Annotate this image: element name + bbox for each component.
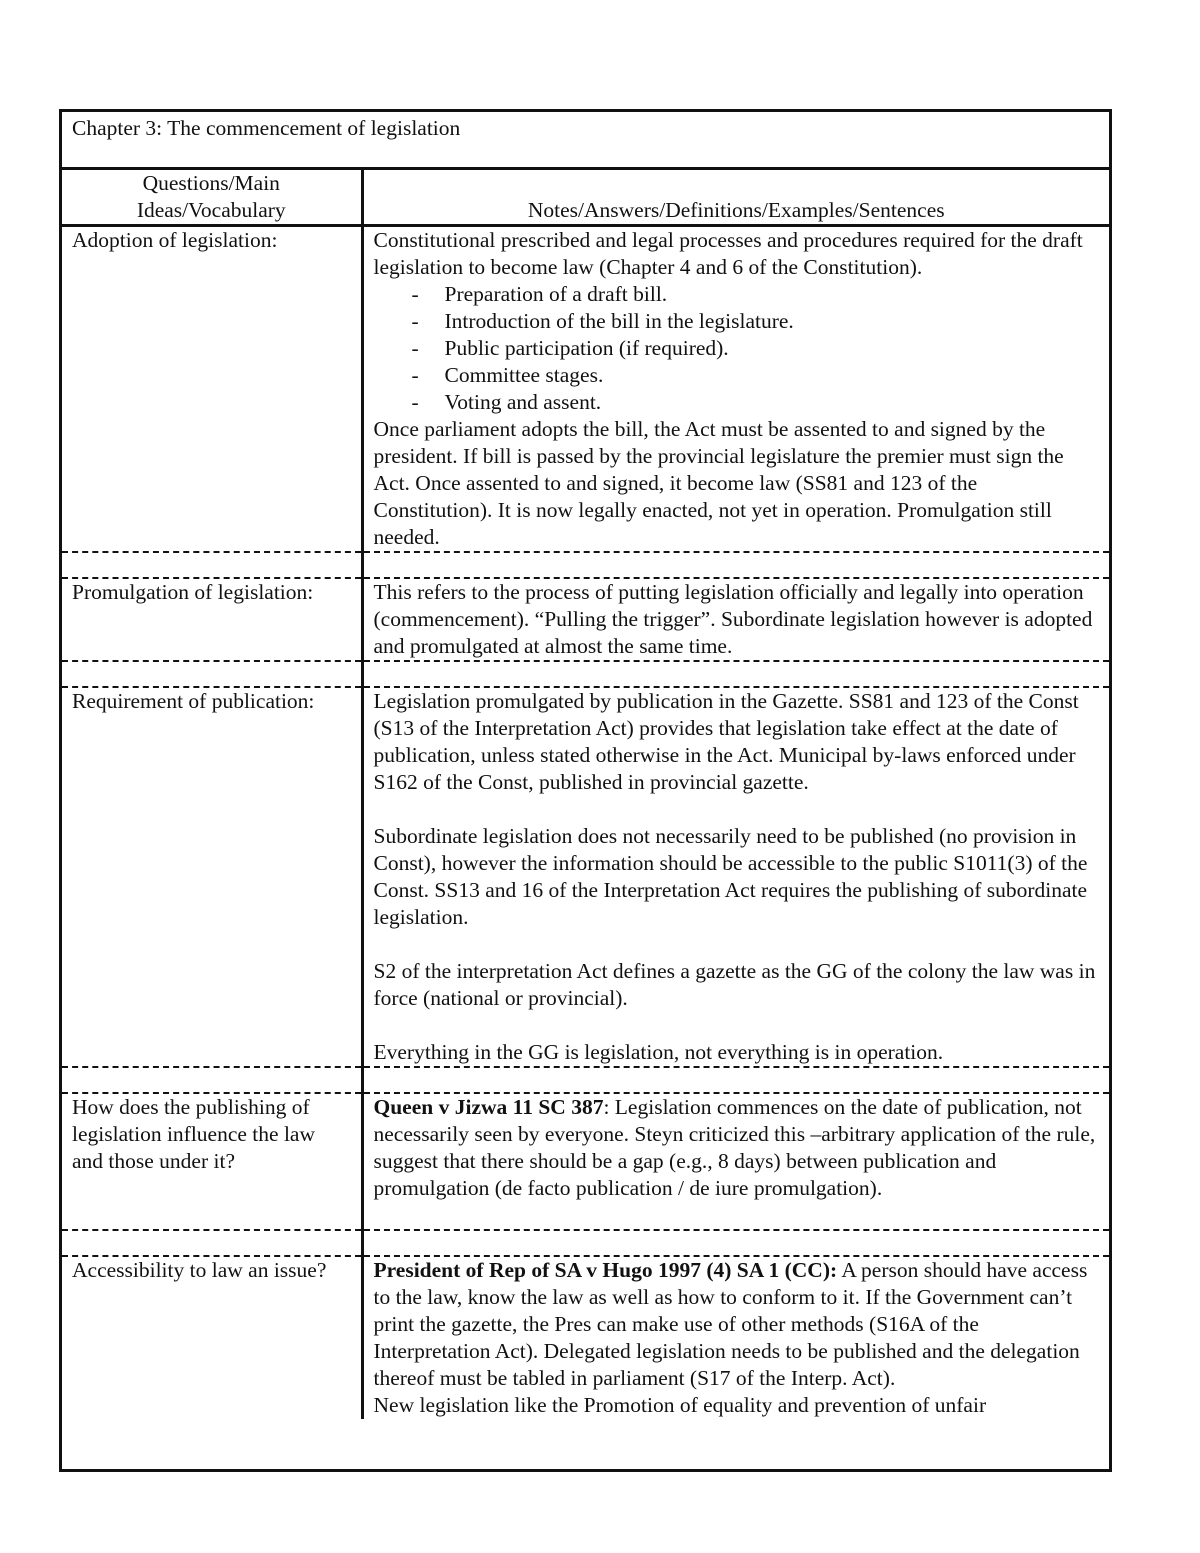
case-note: : Legislation commences on the date of publication, not necessarily seen by everyone. Steyn criticized this –arbitrary application of the rule, suggest that there should be a gap (e.g., 8 days) between publication and promulgation (de facto publication / de iure promulgation). — [373, 1095, 1096, 1200]
list-item: - Public participation (if required). — [412, 335, 1100, 362]
title-row — [62, 112, 1109, 169]
notes-cell — [362, 226, 1109, 553]
notes-cell — [362, 687, 1109, 1067]
notes-paragraph — [374, 1094, 1100, 1202]
notes-paragraph: New legislation like the Promotion of equality and prevention of unfair — [373, 1393, 987, 1417]
table-row — [62, 226, 1109, 553]
notes-table-page — [59, 109, 1112, 1472]
table-row — [62, 1093, 1109, 1230]
list-item: - Committee stages. — [412, 362, 1100, 389]
table-row — [62, 1256, 1109, 1419]
question-cell: Adoption of legislation: — [62, 226, 362, 553]
notes-paragraph: Everything in the GG is legislation, not everything is in operation. — [373, 1040, 944, 1064]
question-cell: Requirement of publication: — [62, 687, 362, 1067]
spacer-row — [62, 1067, 1109, 1093]
spacer-row — [62, 661, 1109, 687]
list-item: - Preparation of a draft bill. — [412, 281, 1100, 308]
case-citation: President of Rep of SA v Hugo 1997 (4) SA 1 (CC): — [373, 1258, 838, 1282]
case-citation: Queen v Jizwa 11 SC 387 — [373, 1095, 604, 1119]
header-questions: Questions/Main Ideas/Vocabulary — [62, 169, 362, 226]
table-row — [62, 687, 1109, 1067]
notes-paragraph: Subordinate legislation does not necessarily need to be published (no provision in Const), however the information should be accessible to the public S1011(3) of the Const. SS13 and 16 of the Interpretation Act requires the publishing of subordinate legislation. — [373, 824, 1088, 929]
notes-paragraph — [374, 1257, 1100, 1392]
question-cell: Promulgation of legislation: — [62, 578, 362, 661]
list-item: - Voting and assent. — [412, 389, 1100, 416]
chapter-title: Chapter 3: The commencement of legislation — [72, 116, 461, 140]
spacer-row — [62, 552, 1109, 578]
notes-cell — [362, 578, 1109, 661]
notes-paragraph: This refers to the process of putting legislation officially and legally into operation (commencement). “Pulling the trigger”. Subordinate legislation however is adopted and promulgated at almost the same time. — [373, 580, 1093, 658]
spacer-row — [62, 1230, 1109, 1256]
case-note: A person should have access to the law, know the law as well as how to conform to it. If the Government can’t print the gazette, the Pres can make use of other methods (S16A of the Interpretation Act). Delegated legislation needs to be published and the delegation thereof must be tabled in parliament (S17 of the Interp. Act). — [373, 1258, 1088, 1390]
notes-paragraph: S2 of the interpretation Act defines a gazette as the GG of the colony the law was in force (national or provincial). — [373, 959, 1096, 1010]
header-notes: Notes/Answers/Definitions/Examples/Sentences — [362, 169, 1109, 226]
cornell-notes-table — [62, 112, 1109, 1419]
question-cell: How does the publishing of legislation influence the law and those under it? — [62, 1093, 362, 1230]
notes-intro: Constitutional prescribed and legal processes and procedures required for the draft legislation to become law (Chapter 4 and 6 of the Constitution). — [373, 228, 1083, 279]
question-cell: Accessibility to law an issue? — [62, 1256, 362, 1419]
list-item: - Introduction of the bill in the legislature. — [412, 308, 1100, 335]
header-row — [62, 169, 1109, 226]
table-row — [62, 578, 1109, 661]
steps-list — [374, 281, 1100, 416]
notes-cell — [362, 1256, 1109, 1419]
notes-cell — [362, 1093, 1109, 1230]
notes-paragraph: Legislation promulgated by publication in the Gazette. SS81 and 123 of the Const (S13 of the Interpretation Act) provides that legislation take effect at the date of publication, unless stated otherwise in the Act. Municipal by-laws enforced under S162 of the Const, published in provincial gazette. — [373, 689, 1079, 794]
notes-paragraph: Once parliament adopts the bill, the Act must be assented to and signed by the president. If bill is passed by the provincial legislature the premier must sign the Act. Once assented to and signed, it become law (SS81 and 123 of the Constitution). It is now legally enacted, not yet in operation. Promulgation still needed. — [373, 417, 1064, 549]
